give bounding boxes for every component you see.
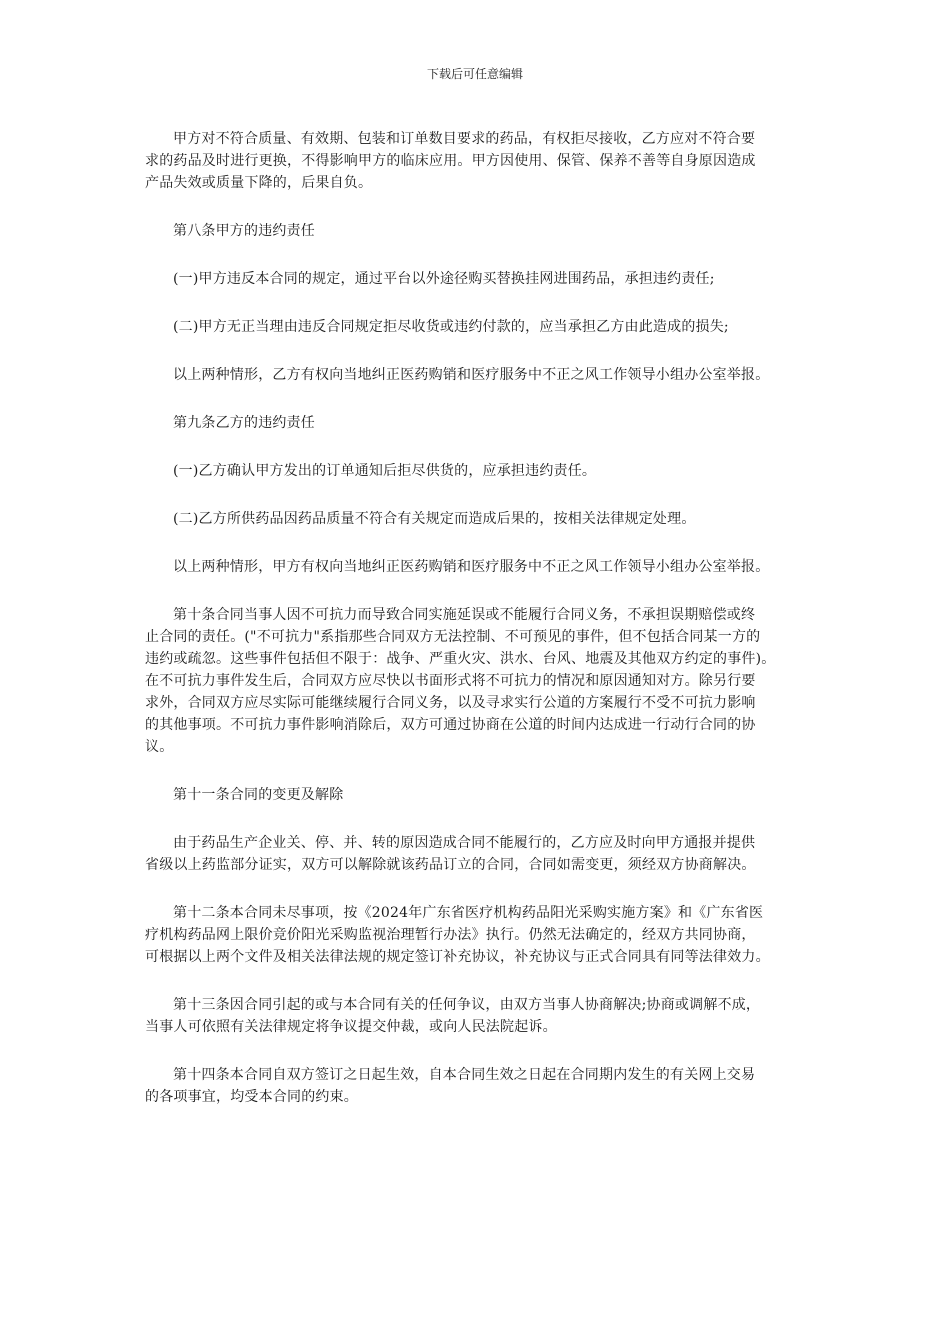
text-line: 以上两种情形，乙方有权向当地纠正医药购销和医疗服务中不正之风工作领导小组办公室举报。: [173, 367, 770, 383]
article-13-body: [145, 994, 809, 1038]
text-line: 甲方对不符合质量、有效期、包装和订单数目要求的药品，有权拒尽接收，乙方应对不符合要: [173, 131, 756, 147]
text-line: 第十二条本合同未尽事项，按《2024年广东省医疗机构药品阳光采购实施方案》和《广东省医: [173, 905, 764, 921]
text-line: (二)甲方无正当理由违反合同规定拒尽收货或违约付款的，应当承担乙方由此造成的损失;: [173, 319, 729, 335]
text-line: 可根据以上两个文件及相关法律法规的规定签订补充协议，补充协议与正式合同具有同等法律效力。: [145, 949, 770, 965]
text-line: (一)乙方确认甲方发出的订单通知后拒尽供货的，应承担违约责任。: [173, 463, 597, 479]
article-11-body: [145, 832, 809, 876]
text-line: (一)甲方违反本合同的规定，通过平台以外途径购买替换挂网进围药品，承担违约责任;: [173, 271, 715, 287]
heading-text: 第九条乙方的违约责任: [173, 415, 315, 431]
clause-9-1: [145, 460, 809, 482]
article-14-body: [145, 1064, 809, 1108]
section-heading-article-11: [145, 784, 809, 806]
clause-9-2: [145, 508, 809, 530]
text-line: 求外，合同双方应尽实际可能继续履行合同义务，以及寻求实行公道的方案履行不受不可抗力影响: [145, 695, 756, 711]
article-10-force-majeure: [145, 604, 809, 758]
text-line: 疗机构药品网上限价竞价阳光采购监视治理暂行办法》执行。仍然无法确定的，经双方共同协商，: [145, 927, 756, 943]
text-line: 第十三条因合同引起的或与本合同有关的任何争议，由双方当事人协商解决;协商或调解不成，: [173, 997, 761, 1013]
article-12-body: [145, 902, 809, 968]
text-line: 在不可抗力事件发生后，合同双方应尽快以书面形式将不可抗力的情况和原因通知对方。除另行要: [145, 673, 756, 689]
section-heading-article-8: [145, 220, 809, 242]
text-line: 产品失效或质量下降的，后果自负。: [145, 175, 373, 191]
page-header-note: 下载后可任意编辑: [426, 67, 523, 81]
text-line: 的各项事宜，均受本合同的约束。: [145, 1089, 358, 1105]
heading-text: 第八条甲方的违约责任: [173, 223, 315, 239]
text-line: 议。: [145, 739, 174, 755]
text-line: 当事人可依照有关法律规定将争议提交仲裁，或向人民法院起诉。: [145, 1019, 557, 1035]
text-line: 省级以上药监部分证实，双方可以解除就该药品订立的合同，合同如需变更，须经双方协商解决。: [145, 857, 756, 873]
text-line: 违约或疏忽。这些事件包括但不限于：战争、严重火灾、洪水、台风、地震及其他双方约定的事件)。: [145, 651, 776, 667]
section-heading-article-9: [145, 412, 809, 434]
text-line: (二)乙方所供药品因药品质量不符合有关规定而造成后果的，按相关法律规定处理。: [173, 511, 696, 527]
clause-8-report: [145, 364, 809, 386]
text-line: 求的药品及时进行更换，不得影响甲方的临床应用。甲方因使用、保管、保养不善等自身原因造成: [145, 153, 756, 169]
text-line: 以上两种情形，甲方有权向当地纠正医药购销和医疗服务中不正之风工作领导小组办公室举报。: [173, 559, 770, 575]
document-body: [145, 128, 809, 1134]
paragraph-quality-rejection: [145, 128, 809, 194]
text-line: 止合同的责任。("不可抗力"系指那些合同双方无法控制、不可预见的事件，但不包括合同某一方的: [145, 629, 761, 645]
text-line: 第十四条本合同自双方签订之日起生效，自本合同生效之日起在合同期内发生的有关网上交易: [173, 1067, 756, 1083]
clause-8-1: [145, 268, 809, 290]
text-line: 第十条合同当事人因不可抗力而导致合同实施延误或不能履行合同义务，不承担误期赔偿或终: [173, 607, 756, 623]
clause-8-2: [145, 316, 809, 338]
heading-text: 第十一条合同的变更及解除: [173, 787, 344, 803]
text-line: 的其他事项。不可抗力事件影响消除后，双方可通过协商在公道的时间内达成进一行动行合同的协: [145, 717, 756, 733]
clause-9-report: [145, 556, 809, 578]
text-line: 由于药品生产企业关、停、并、转的原因造成合同不能履行的，乙方应及时向甲方通报并提供: [173, 835, 756, 851]
